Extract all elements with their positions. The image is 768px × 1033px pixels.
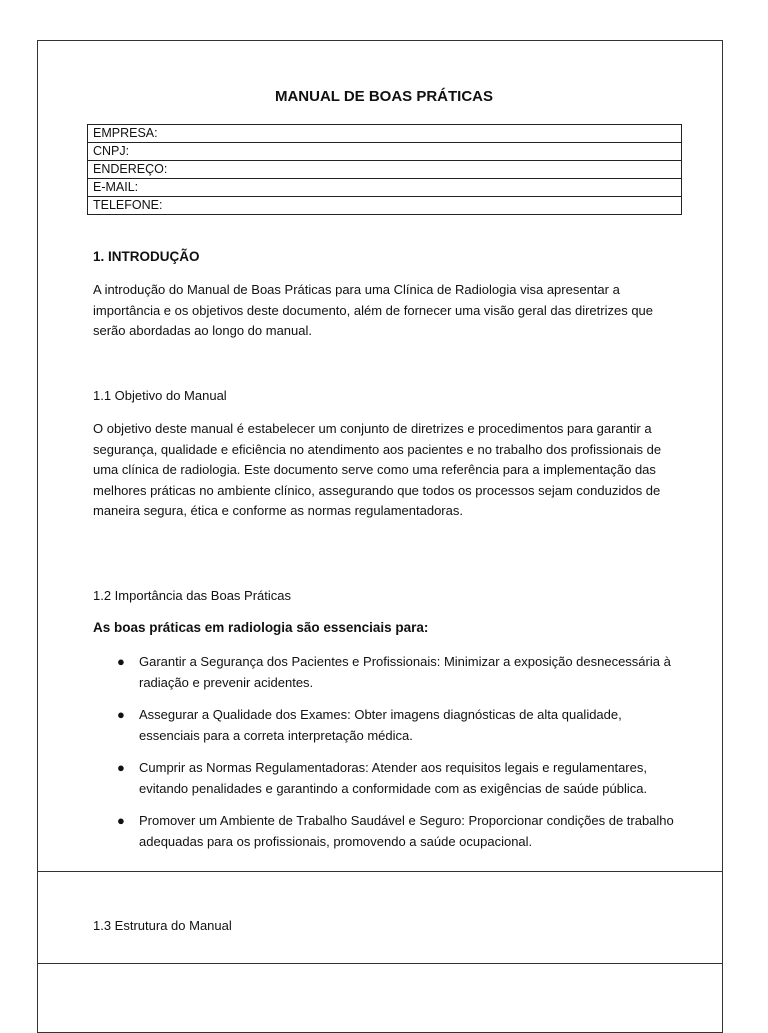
table-row <box>88 179 682 197</box>
page-frame-bottom <box>37 963 723 1033</box>
bullet-icon: ● <box>117 760 125 775</box>
list-item <box>93 705 683 746</box>
bullet-icon: ● <box>117 654 125 669</box>
endereco-field: ENDEREÇO: <box>88 161 682 179</box>
list-item-text: Garantir a Segurança dos Pacientes e Profissionais: Minimizar a exposição desnecessária à radiação e prevenir acidentes. <box>139 654 671 690</box>
section-1-1-paragraph: O objetivo deste manual é estabelecer um conjunto de diretrizes e procedimentos para garantir a segurança, qualidade e eficiência no atendimento aos pacientes e no trabalho dos profissionais de uma clínica de radiologia. Este documento serve como uma referência para a implementação das melhores práticas no ambiente clínico, assegurando que todos os processos sejam conduzidos de maneira segura, ética e conforme as normas regulamentadoras. <box>93 421 662 518</box>
cnpj-field: CNPJ: <box>88 143 682 161</box>
best-practices-list <box>93 652 683 864</box>
bullet-icon: ● <box>117 707 125 722</box>
section-1-1-heading: 1.1 Objetivo do Manual <box>93 388 227 403</box>
bullet-icon: ● <box>117 813 125 828</box>
section-1-3-heading: 1.3 Estrutura do Manual <box>93 918 232 933</box>
table-row <box>88 143 682 161</box>
section-1-2-lead: As boas práticas em radiologia são essenciais para: <box>93 620 429 635</box>
list-item-text: Assegurar a Qualidade dos Exames: Obter imagens diagnósticas de alta qualidade, essenciais para a correta interpretação médica. <box>139 707 622 743</box>
document-title: MANUAL DE BOAS PRÁTICAS <box>274 88 494 105</box>
list-item-text: Cumprir as Normas Regulamentadoras: Atender aos requisitos legais e regulamentares, evitando penalidades e garantindo a conformidade com as exigências de saúde pública. <box>139 760 648 796</box>
telefone-field: TELEFONE: <box>88 197 682 215</box>
empresa-field: EMPRESA: <box>88 125 682 143</box>
intro-heading: 1. INTRODUÇÃO <box>93 249 200 264</box>
email-field: E-MAIL: <box>88 179 682 197</box>
table-row <box>88 161 682 179</box>
list-item-text: Promover um Ambiente de Trabalho Saudável e Seguro: Proporcionar condições de trabalho adequadas para os profissionais, promovendo a saúde ocupacional. <box>139 813 674 849</box>
table-row <box>88 197 682 215</box>
list-item <box>93 811 683 852</box>
list-item <box>93 758 683 799</box>
intro-paragraph: A introdução do Manual de Boas Práticas para uma Clínica de Radiologia visa apresentar a importância e os objetivos deste documento, além de fornecer uma visão geral das diretrizes que serão abordadas ao longo do manual. <box>93 282 654 338</box>
table-row <box>88 125 682 143</box>
list-item <box>93 652 683 693</box>
section-1-2-heading: 1.2 Importância das Boas Práticas <box>93 588 291 603</box>
company-info-table <box>87 124 682 215</box>
